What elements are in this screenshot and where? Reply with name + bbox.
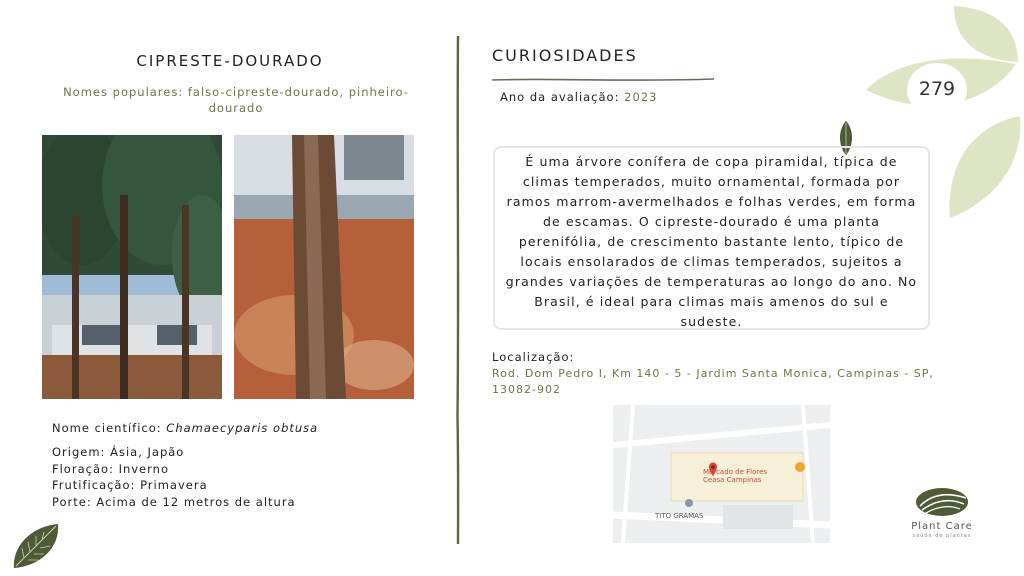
page-number: 279	[918, 78, 956, 100]
curiosities-title: CURIOSIDADES	[492, 46, 638, 65]
evaluation-year	[500, 90, 657, 104]
size-label: Porte:	[52, 495, 92, 509]
column-divider	[456, 36, 460, 544]
scientific-name: Chamaecyparis obtusa	[166, 421, 319, 435]
size-row	[52, 494, 296, 511]
logo-name: Plant Care	[911, 521, 973, 532]
origin-value: Ásia, Japão	[110, 445, 185, 459]
year-value: 2023	[624, 90, 658, 104]
title-underline	[492, 68, 714, 74]
size-value: Acima de 12 metros de altura	[96, 495, 296, 509]
flowering-row	[52, 461, 169, 478]
scientific-label: Nome científico:	[52, 421, 162, 435]
map-poi-label: TITO GRAMAS	[655, 512, 704, 520]
fruiting-row	[52, 477, 208, 494]
logo-tagline: saúde de plantas	[912, 533, 972, 539]
description-box: É uma árvore conífera de copa piramidal, típica de climas temperados, muito ornamental, formada por ramos marrom-avermelhados e folhas verdes, em forma de escamas. O cipreste-dourado é uma planta perenifólia, de crescimento bastante lento, típico de locais ensolarados de climas temperados, sujeitos a grandes variações de temperaturas ao longo do ano. No Brasil, é ideal para climas mais amenos do sul e sudeste.	[493, 146, 930, 330]
location-address[interactable]: Rod. Dom Pedro I, Km 140 - 5 - Jardim Santa Monica, Campinas - SP, 13082-902	[492, 367, 934, 396]
popular-names: Nomes populares: falso-cipreste-dourado, pinheiro-dourado	[63, 85, 409, 115]
location-map[interactable]	[613, 405, 830, 543]
map-place-line2: Ceasa Campinas	[703, 476, 762, 484]
location-label: Localização:	[492, 350, 575, 364]
fruiting-label: Frutificação:	[52, 478, 136, 492]
plant-title: CIPRESTE-DOURADO	[136, 52, 324, 70]
map-place-line1: Mercado de Flores	[703, 468, 768, 476]
scientific-name-row	[52, 420, 318, 437]
photo-trees	[42, 135, 222, 399]
origin-row	[52, 444, 184, 461]
plant-care-logo-icon	[914, 486, 970, 522]
flowering-label: Floração:	[52, 462, 114, 476]
fruiting-value: Primavera	[140, 478, 208, 492]
origin-label: Origem:	[52, 445, 106, 459]
photo-trunk	[234, 135, 414, 399]
flowering-value: Inverno	[118, 462, 169, 476]
leaf-decoration-icon	[10, 522, 62, 574]
year-label: Ano da avaliação:	[500, 90, 620, 104]
